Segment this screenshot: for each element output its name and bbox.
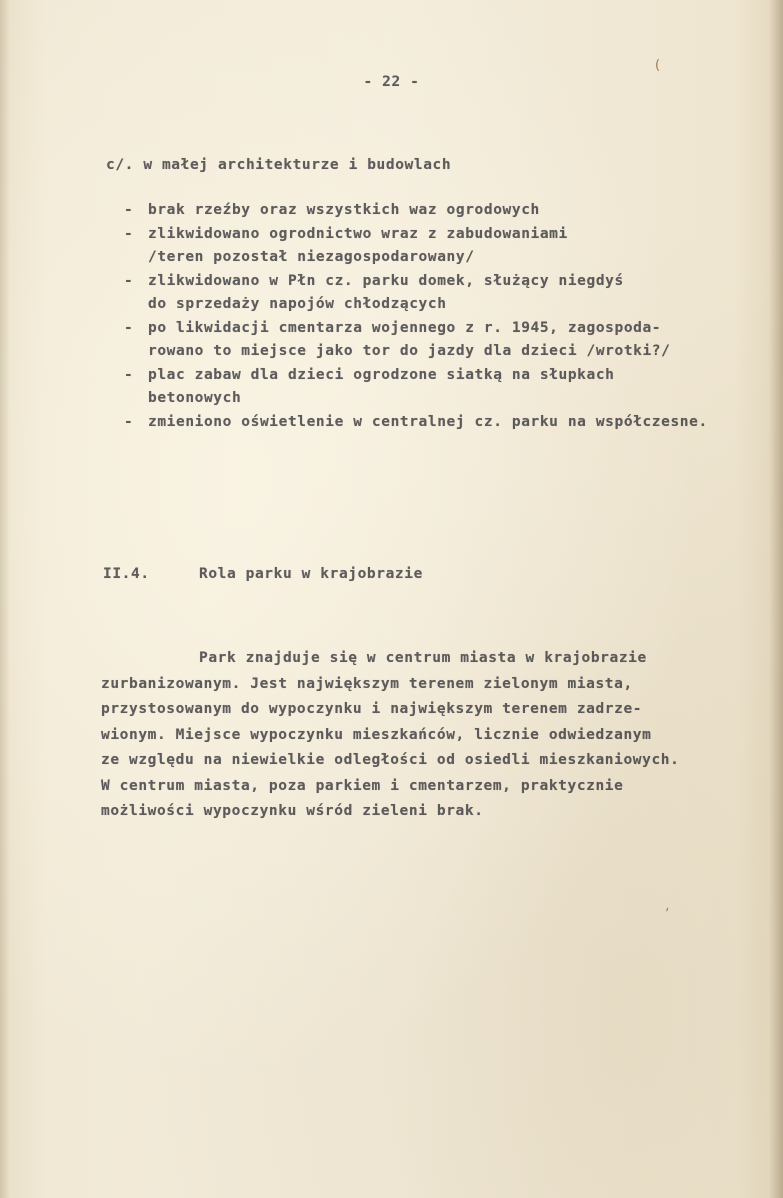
bullet-item [124,270,708,294]
page-left-edge-shadow [0,0,10,1198]
bullet-item-continuation [124,246,708,270]
section-number: II.4. [103,566,150,582]
bullet-dash: - [124,202,134,218]
paragraph-line: zurbanizowanym. Jest największym terenem zielonym miasta, [101,675,633,692]
bullet-dash: - [124,366,134,383]
bullet-item-continuation [124,387,708,411]
bullet-text: betonowych [148,390,242,406]
paragraph-line: przystosowanym do wypoczynku i największym terenem zadrze- [101,701,643,717]
bullet-item [124,317,708,341]
pencil-mark: ( [655,58,661,73]
page-right-edge-shadow [769,0,783,1198]
bullet-item [124,223,708,247]
section-c-bullet-list [124,199,708,434]
paper-speck: ' [661,905,671,922]
bullet-dash: - [124,413,134,430]
page-number: - 22 - [363,74,420,90]
bullet-item-continuation [124,340,708,364]
paragraph-line: Park znajduje się w centrum miasta w krajobrazie [199,650,647,666]
bullet-text: zlikwidowano w Płn cz. parku domek, służący niegdyś [148,272,624,289]
section-c-heading: c/. w małej architekturze i budowlach [106,157,452,173]
bullet-item [124,411,708,435]
bullet-text: zlikwidowano ogrodnictwo wraz z zabudowaniami [148,225,568,242]
bullet-dash: - [124,319,134,336]
bullet-text: plac zabaw dla dzieci ogrodzone siatką na słupkach [148,366,615,383]
section-ii4-heading [103,566,423,582]
bullet-dash: - [124,272,134,289]
paragraph-line: W centrum miasta, poza parkiem i cmentarzem, praktycznie [101,777,624,794]
bullet-text: do sprzedaży napojów chłodzących [148,296,447,312]
bullet-text: po likwidacji cmentarza wojennego z r. 1945, zagospoda- [148,319,662,336]
bullet-item-continuation [124,293,708,317]
bullet-item [124,199,708,223]
bullet-text: /teren pozostał niezagospodarowany/ [148,249,475,265]
bullet-text: zmieniono oświetlenie w centralnej cz. parku na współczesne. [148,413,708,430]
paragraph-line: wionym. Miejsce wypoczynku mieszkańców, licznie odwiedzanym [101,726,652,743]
bullet-text: rowano to miejsce jako tor do jazdy dla dzieci /wrotki?/ [148,343,671,359]
section-ii4-paragraph [101,646,679,825]
bullet-item [124,364,708,388]
bullet-dash: - [124,225,134,242]
paragraph-line: ze względu na niewielkie odległości od osiedli mieszkaniowych. [101,752,680,768]
bullet-text: brak rzeźby oraz wszystkich waz ogrodowych [148,202,540,218]
paragraph-line: możliwości wypoczynku wśród zieleni brak. [101,803,484,819]
section-title: Rola parku w krajobrazie [199,566,423,582]
